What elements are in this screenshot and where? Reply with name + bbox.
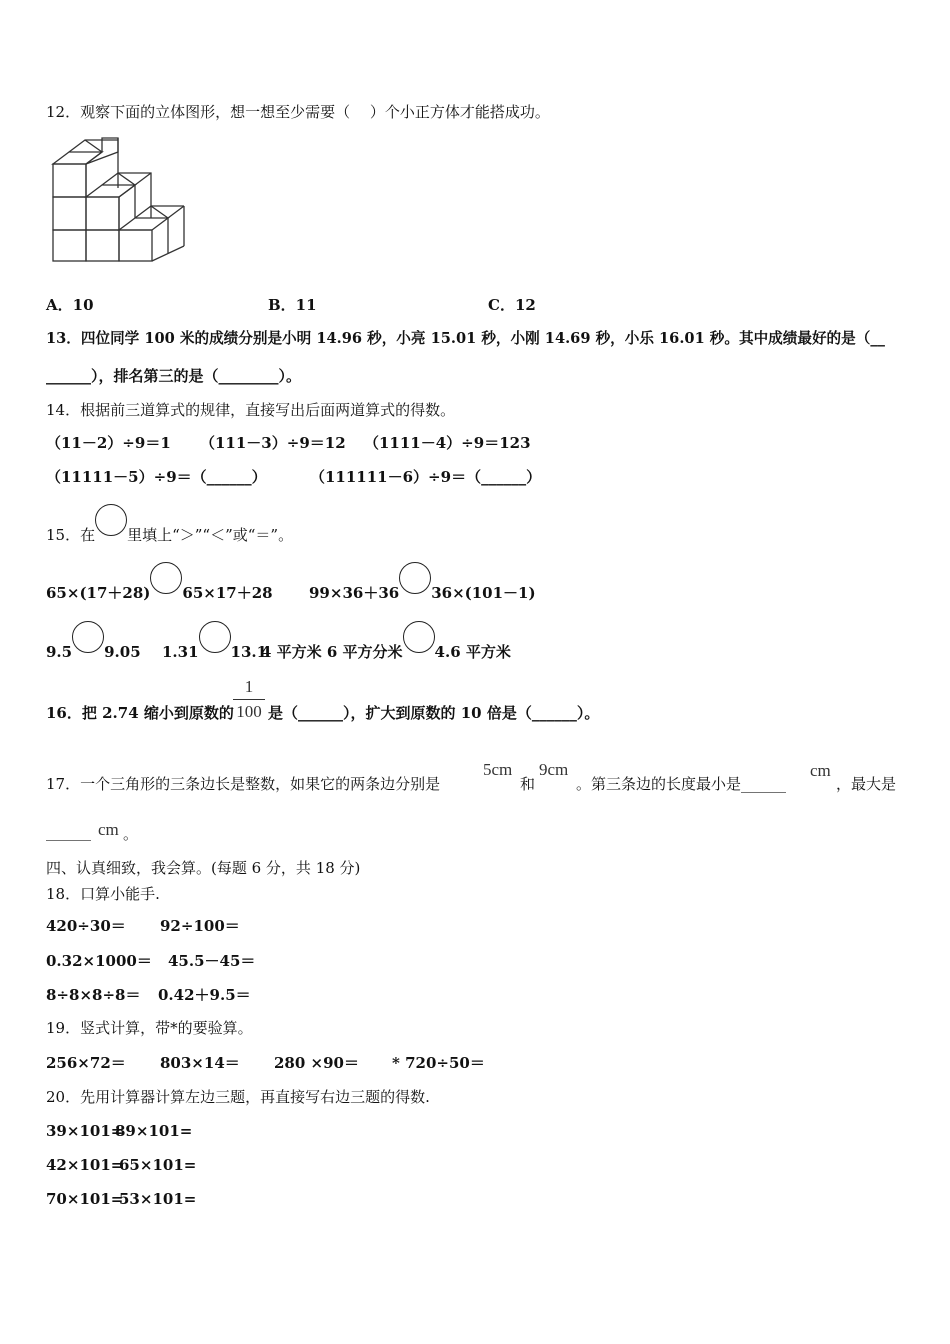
q15-compare-1 xyxy=(46,572,273,604)
q14-row1-expr2: （111－3）÷9＝12 xyxy=(200,434,346,452)
q19-item: 803×14＝ xyxy=(160,1054,240,1072)
q15-compare-4 xyxy=(162,631,267,663)
q12-option-a: A．10 xyxy=(46,296,94,314)
q16-fraction xyxy=(233,677,265,722)
q17-and: 和 xyxy=(520,775,536,793)
q13-line1: 13．四位同学 100 米的成绩分别是小明 14.96 秒，小亮 15.01 秒，小刚 14.69 秒，小乐 16.01 秒。其中成绩最好的是（__ xyxy=(46,330,885,347)
q17-unit-9cm: 9cm xyxy=(539,760,569,779)
compare-left: 9.5 xyxy=(46,643,73,661)
q15-compare-2 xyxy=(309,572,536,604)
q16-pre: 16．把 2.74 缩小到原数的 xyxy=(46,704,234,722)
answer-circle[interactable] xyxy=(95,504,127,536)
fraction-bar xyxy=(233,699,265,700)
answer-circle[interactable] xyxy=(403,621,435,653)
q20-item: 89×101= xyxy=(115,1122,193,1140)
q20-item: 39×101= xyxy=(46,1122,124,1140)
q14-row2-expr1: （11111－5）÷9＝（______） xyxy=(46,468,267,486)
compare-right: 65×17＋28 xyxy=(182,584,273,602)
q17-part1: 17．一个三角形的三条边长是整数，如果它的两条边分别是 xyxy=(46,775,441,793)
q15-pre: 15．在 xyxy=(46,526,96,544)
q19-item: 280 ×90＝ xyxy=(274,1054,359,1072)
q18-item: 420÷30＝ xyxy=(46,917,126,935)
q18-item: 0.32×1000＝ xyxy=(46,952,152,970)
q16-post: 是（______），扩大到原数的 10 倍是（______）。 xyxy=(268,704,600,722)
answer-circle[interactable] xyxy=(72,621,104,653)
q20-item: 42×101= xyxy=(46,1156,124,1174)
q12-option-c: C．12 xyxy=(488,296,536,314)
compare-left: 65×(17＋28) xyxy=(46,584,151,602)
q19-item: 256×72＝ xyxy=(46,1054,126,1072)
q17-unit-cm: cm xyxy=(810,761,831,780)
q19-item: * 720÷50＝ xyxy=(392,1054,485,1072)
q17-part3: ，最大是 xyxy=(836,775,897,793)
fraction-numerator: 1 xyxy=(244,677,254,696)
section-4-heading: 四、认真细致，我会算。(每题 6 分，共 18 分) xyxy=(46,859,361,877)
compare-right: 9.05 xyxy=(104,643,141,661)
q20-item: 53×101= xyxy=(119,1190,197,1208)
answer-circle[interactable] xyxy=(199,621,231,653)
q15-compare-5 xyxy=(261,631,511,663)
q20-item: 65×101= xyxy=(119,1156,197,1174)
q15-compare-3 xyxy=(46,631,141,663)
q20-title: 20．先用计算器计算左边三题，再直接写右边三题的得数. xyxy=(46,1088,430,1106)
q18-item: 92÷100＝ xyxy=(160,917,240,935)
q18-title: 18．口算小能手. xyxy=(46,885,160,903)
q14-row1-expr1: （11－2）÷9＝1 xyxy=(46,434,171,452)
answer-circle[interactable] xyxy=(150,562,182,594)
q19-title: 19．竖式计算，带*的要验算。 xyxy=(46,1019,253,1037)
q17-end: 。 xyxy=(123,825,139,843)
compare-right: 13.1 xyxy=(230,643,268,661)
q17-part2: 。第三条边的长度最小是______ xyxy=(576,775,787,793)
q12-text: 12．观察下面的立体图形，想一想至少需要（ ）个小正方体才能搭成功。 xyxy=(46,103,550,121)
q12-option-b: B．11 xyxy=(268,296,317,314)
q18-item: 0.42＋9.5＝ xyxy=(158,986,251,1004)
q14-row1-expr3: （1111－4）÷9＝123 xyxy=(364,434,531,452)
q18-item: 8÷8×8÷8＝ xyxy=(46,986,141,1004)
q17-unit-cm-2: cm xyxy=(98,820,119,839)
q14-row2-expr2: （111111－6）÷9＝（______） xyxy=(310,468,542,486)
q14-text: 14．根据前三道算式的规律，直接写出后面两道算式的得数。 xyxy=(46,401,456,419)
q15-instruction xyxy=(46,514,293,546)
compare-right: 4.6 平方米 xyxy=(434,643,511,661)
compare-left: 99×36＋36 xyxy=(309,584,400,602)
compare-right: 36×(101－1) xyxy=(431,584,536,602)
q17-line2 xyxy=(46,822,91,842)
answer-circle[interactable] xyxy=(399,562,431,594)
q13-line2: ______），排名第三的是（________）。 xyxy=(46,367,302,385)
q20-item: 70×101= xyxy=(46,1190,124,1208)
q15-post: 里填上“＞”“＜”或“＝”。 xyxy=(127,526,294,544)
q18-item: 45.5－45＝ xyxy=(168,952,256,970)
compare-left: 4 平方米 6 平方分米 xyxy=(261,643,403,661)
fraction-denominator: 100 xyxy=(236,702,262,721)
compare-left: 1.31 xyxy=(162,643,199,661)
cube-stack-figure xyxy=(50,136,190,264)
q17-unit-5cm: 5cm xyxy=(483,760,513,779)
q17-blank: ______ xyxy=(46,823,91,841)
